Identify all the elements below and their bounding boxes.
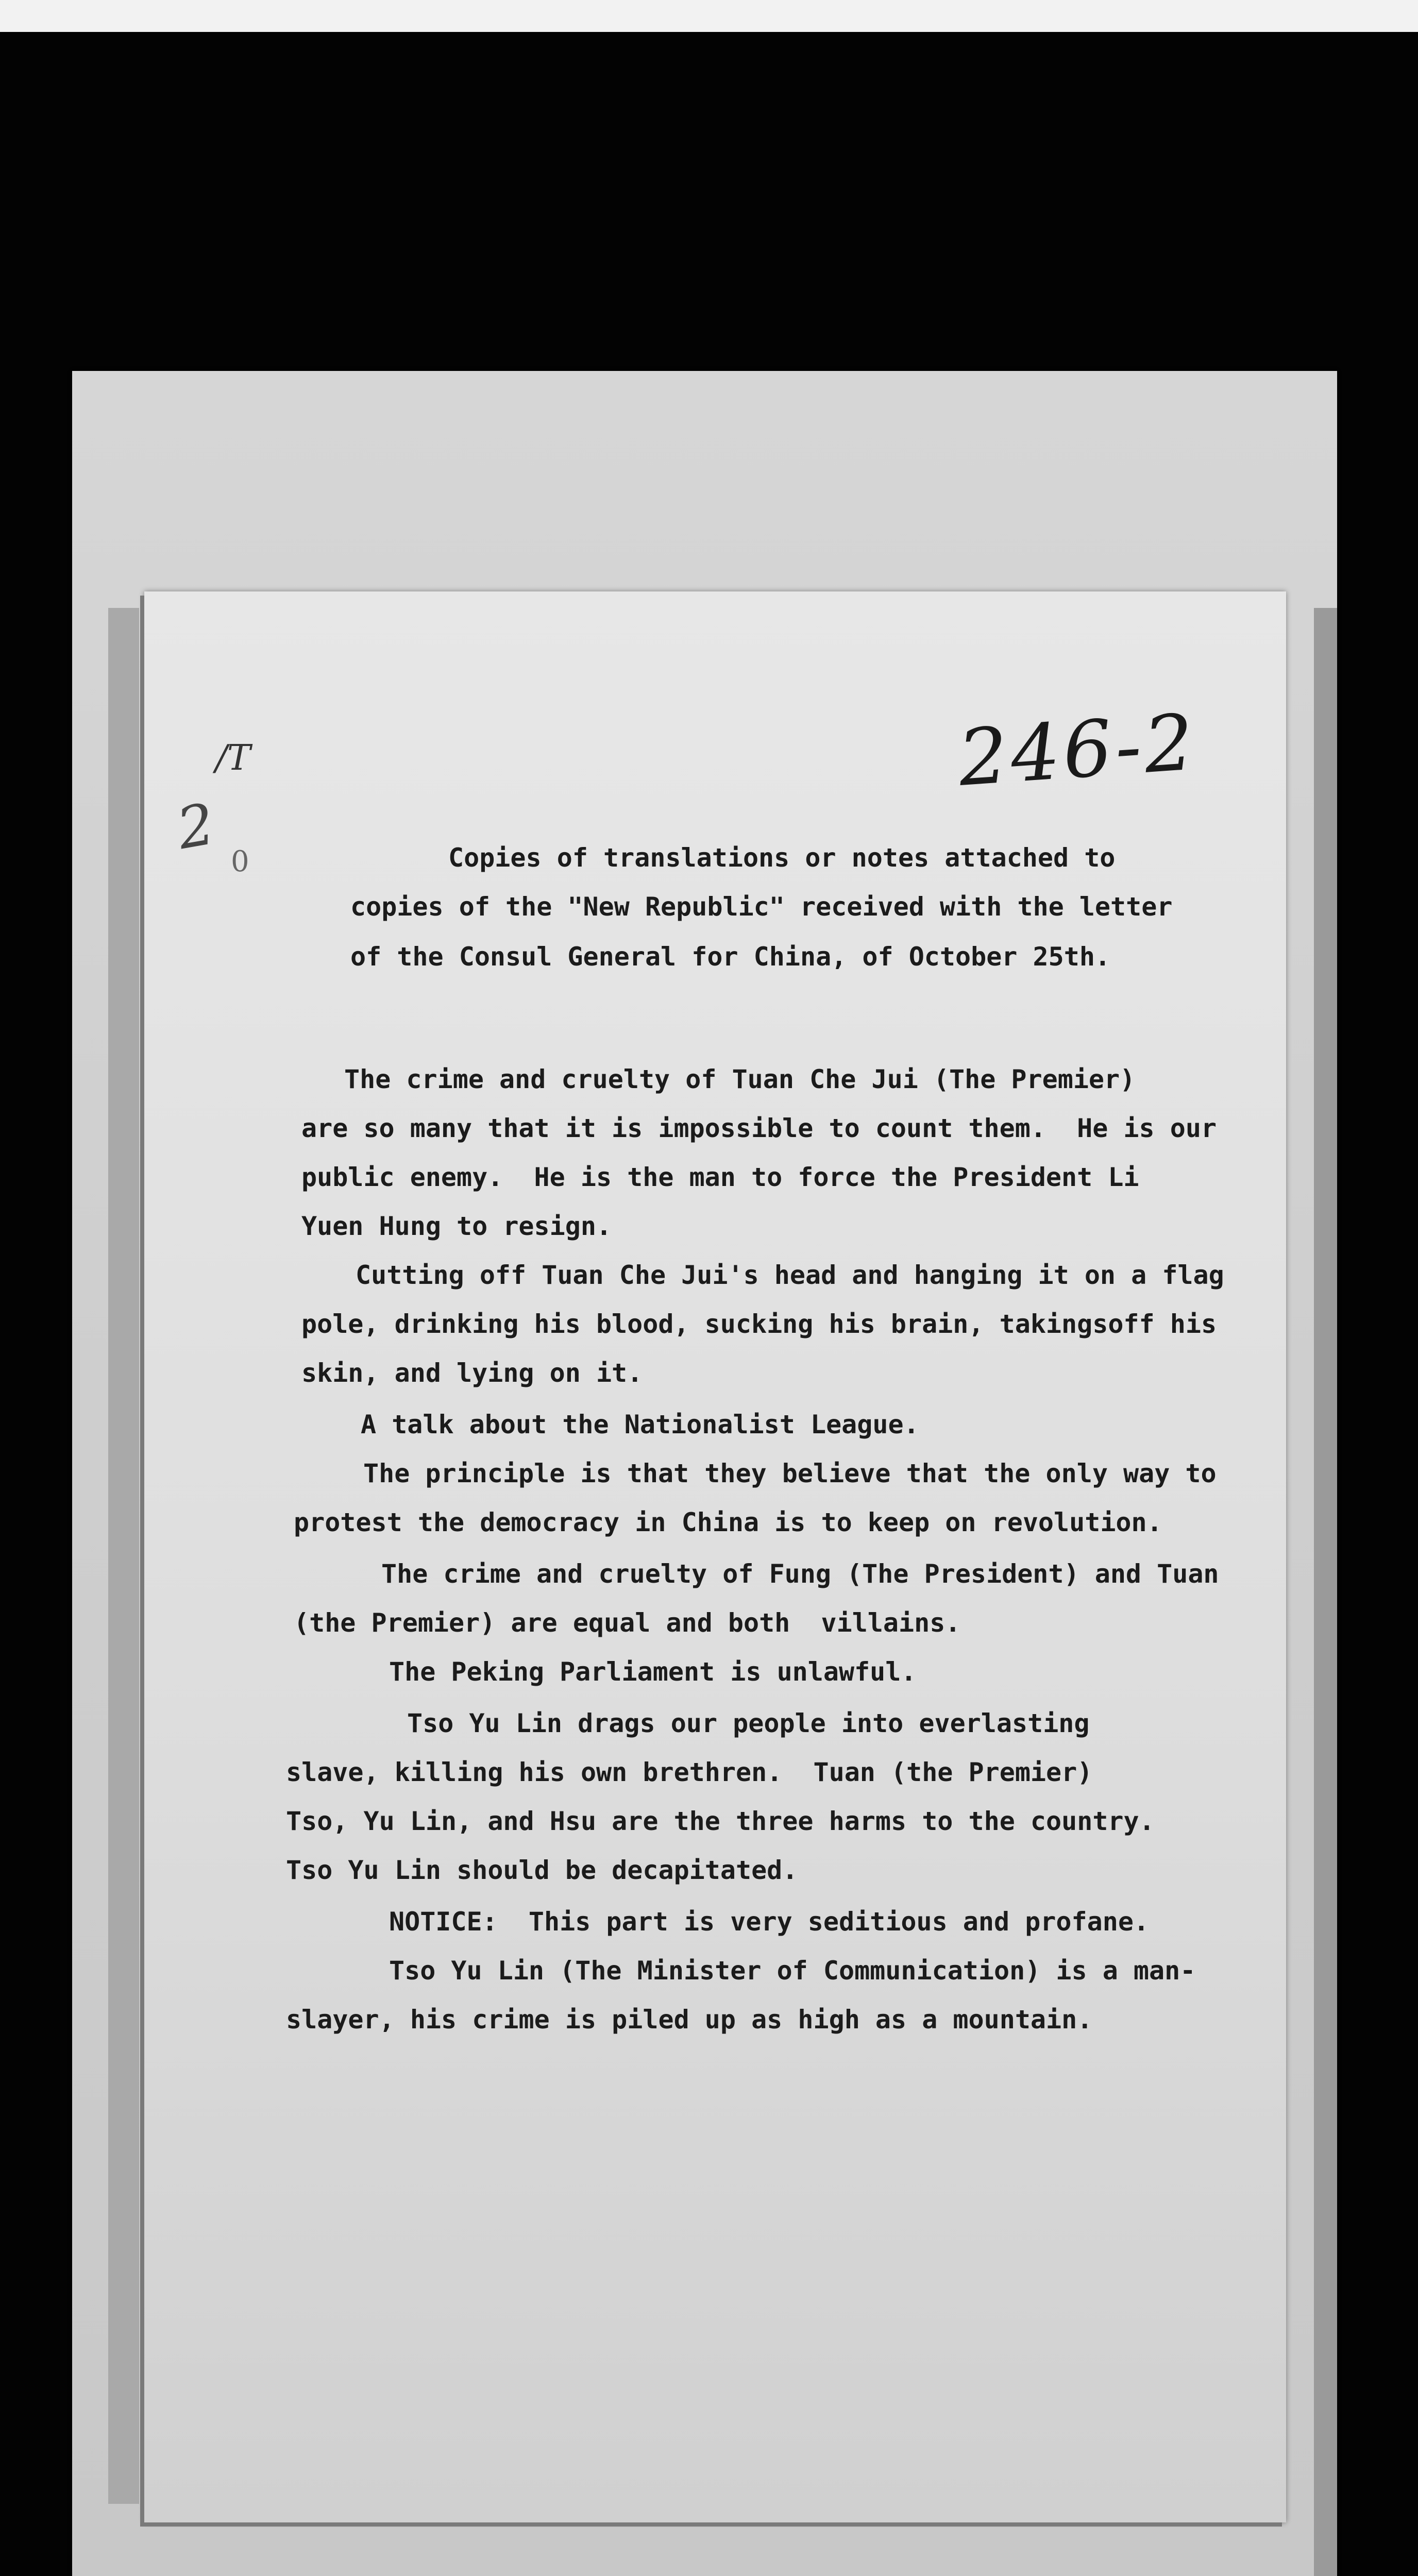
body-line: Tso Yu Lin drags our people into everlasting (407, 1708, 1090, 1738)
heading-line: Copies of translations or notes attached to (448, 843, 1116, 873)
body-line: (the Premier) are equal and both villains. (294, 1608, 961, 1638)
body-line: Tso, Yu Lin, and Hsu are the three harms to the country. (286, 1806, 1155, 1836)
body-line: skin, and lying on it. (301, 1358, 643, 1388)
margin-mark: 2 (172, 790, 220, 862)
body-line: Cutting off Tuan Che Jui's head and hanging it on a flag (356, 1260, 1224, 1290)
body-line: pole, drinking his blood, sucking his brain, takingsoff his (301, 1309, 1217, 1339)
body-line: The Peking Parliament is unlawful. (389, 1657, 917, 1687)
margin-mark: /T (215, 738, 251, 778)
document-page (144, 591, 1286, 2522)
body-line: The crime and cruelty of Tuan Che Jui (The Premier) (344, 1064, 1136, 1094)
backing-sheet-edge (1314, 608, 1337, 2576)
body-line: are so many that it is impossible to count them. He is our (301, 1113, 1217, 1143)
body-line: NOTICE: This part is very seditious and profane. (389, 1907, 1150, 1937)
handwritten-file-number: 246-2 (955, 698, 1200, 804)
body-line: Yuen Hung to resign. (301, 1211, 612, 1241)
body-line: public enemy. He is the man to force the President Li (301, 1162, 1139, 1192)
heading-line: copies of the "New Republic" received with the letter (350, 892, 1173, 922)
body-line: The principle is that they believe that the only way to (363, 1459, 1217, 1488)
body-line: Tso Yu Lin (The Minister of Communication) is a man- (389, 1956, 1196, 1986)
document-page-shadow (108, 608, 139, 2504)
body-line: protest the democracy in China is to keep on revolution. (294, 1507, 1162, 1537)
body-line: slayer, his crime is piled up as high as a mountain. (286, 2005, 1093, 2035)
body-line: slave, killing his own brethren. Tuan (the Premier) (286, 1757, 1093, 1787)
body-line: The crime and cruelty of Fung (The President) and Tuan (381, 1559, 1219, 1589)
body-line: A talk about the Nationalist League. (361, 1410, 919, 1439)
heading-line: of the Consul General for China, of October 25th. (350, 942, 1111, 972)
body-line: Tso Yu Lin should be decapitated. (286, 1855, 798, 1885)
margin-mark: 0 (231, 845, 249, 878)
